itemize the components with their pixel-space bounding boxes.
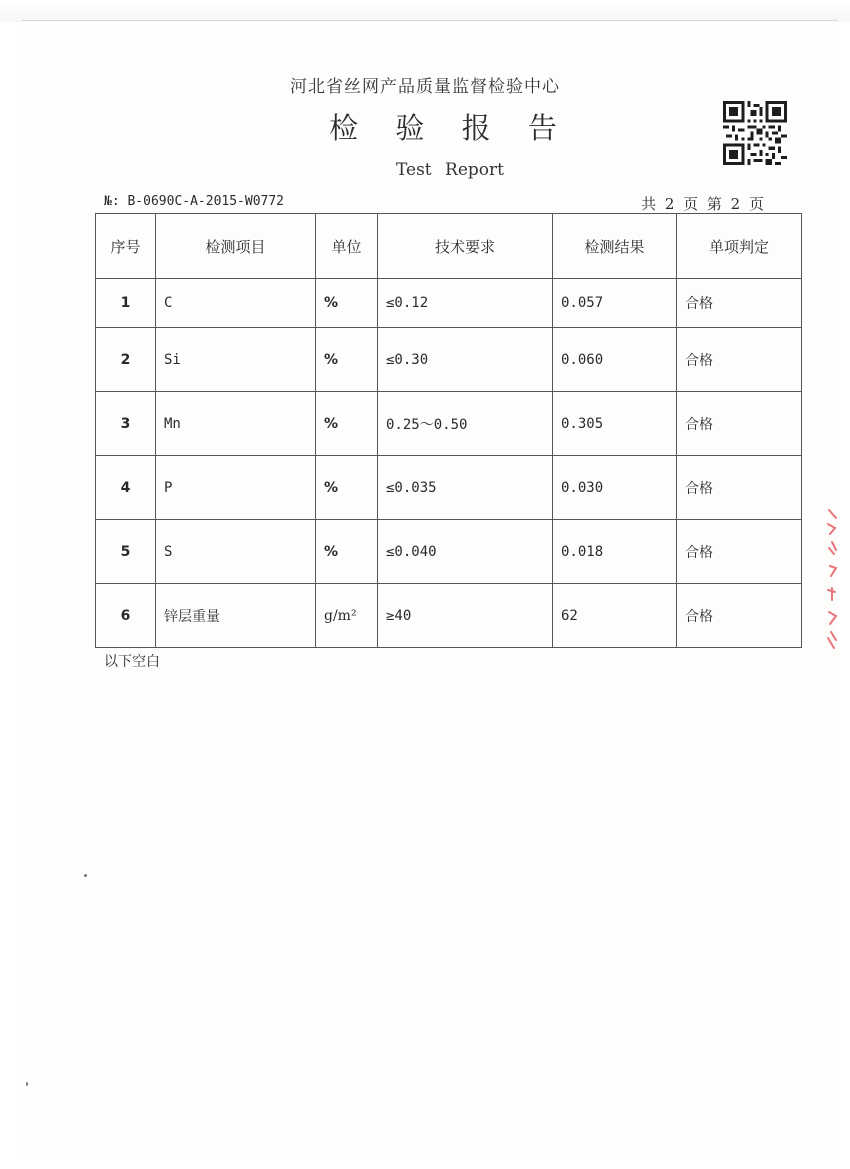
cell-result: 0.305 — [553, 392, 677, 456]
qr-code-icon — [722, 101, 788, 165]
cell-unit: % — [316, 456, 378, 520]
cell-result: 62 — [553, 584, 677, 648]
report-number: №: B-0690C-A-2015-W0772 — [104, 194, 285, 209]
test-results-table — [95, 213, 802, 648]
table-header-row — [96, 214, 802, 279]
stamp-stroke — [828, 588, 835, 600]
table-row — [96, 584, 802, 648]
cell-unit: % — [316, 279, 378, 328]
cell-requirement: 0.25～0.50 — [378, 392, 553, 456]
cell-verdict: 合格 — [677, 456, 802, 520]
table-row — [96, 456, 802, 520]
scan-edge — [0, 0, 850, 22]
cell-verdict: 合格 — [677, 520, 802, 584]
report-subtitle: Test Report — [396, 160, 504, 180]
table-row — [96, 392, 802, 456]
cell-item: P — [156, 456, 316, 520]
cell-seq: 1 — [96, 279, 156, 328]
cell-seq: 6 — [96, 584, 156, 648]
cell-unit: % — [316, 328, 378, 392]
cell-result: 0.060 — [553, 328, 677, 392]
cell-item: Mn — [156, 392, 316, 456]
cell-verdict: 合格 — [677, 584, 802, 648]
seal-stamp-fragment — [826, 508, 838, 656]
issuing-center-name: 河北省丝网产品质量监督检验中心 — [290, 77, 560, 97]
table-row — [96, 279, 802, 328]
cell-seq: 4 — [96, 456, 156, 520]
cell-unit: % — [316, 520, 378, 584]
scan-speck — [26, 1082, 28, 1086]
report-title: 检 验 报 告 — [329, 111, 571, 145]
cell-verdict: 合格 — [677, 328, 802, 392]
cell-seq: 2 — [96, 328, 156, 392]
table-row — [96, 520, 802, 584]
cell-seq: 3 — [96, 392, 156, 456]
stamp-stroke — [828, 524, 835, 534]
cell-requirement: ≤0.035 — [378, 456, 553, 520]
column-header-result: 检测结果 — [553, 214, 677, 279]
stamp-stroke — [829, 612, 836, 624]
column-header-requirement: 技术要求 — [378, 214, 553, 279]
cell-result: 0.057 — [553, 279, 677, 328]
stamp-stroke — [830, 566, 836, 576]
blank-below-note: 以下空白 — [104, 654, 160, 670]
cell-result: 0.030 — [553, 456, 677, 520]
column-header-item: 检测项目 — [156, 214, 316, 279]
column-header-unit: 单位 — [316, 214, 378, 279]
table-row — [96, 328, 802, 392]
stamp-stroke — [829, 510, 836, 518]
cell-requirement: ≥40 — [378, 584, 553, 648]
cell-result: 0.018 — [553, 520, 677, 584]
page-count: 共 2 页 第 2 页 — [641, 195, 766, 213]
cell-requirement: ≤0.12 — [378, 279, 553, 328]
cell-item: S — [156, 520, 316, 584]
column-header-verdict: 单项判定 — [677, 214, 802, 279]
scan-speck — [84, 874, 87, 877]
cell-item: C — [156, 279, 316, 328]
cell-requirement: ≤0.30 — [378, 328, 553, 392]
cell-seq: 5 — [96, 520, 156, 584]
stamp-stroke — [829, 542, 836, 554]
cell-requirement: ≤0.040 — [378, 520, 553, 584]
cell-item: 锌层重量 — [156, 584, 316, 648]
column-header-seq: 序号 — [96, 214, 156, 279]
cell-item: Si — [156, 328, 316, 392]
stamp-stroke — [828, 632, 836, 648]
cell-unit: % — [316, 392, 378, 456]
cell-verdict: 合格 — [677, 279, 802, 328]
cell-verdict: 合格 — [677, 392, 802, 456]
cell-unit: g/m² — [316, 584, 378, 648]
